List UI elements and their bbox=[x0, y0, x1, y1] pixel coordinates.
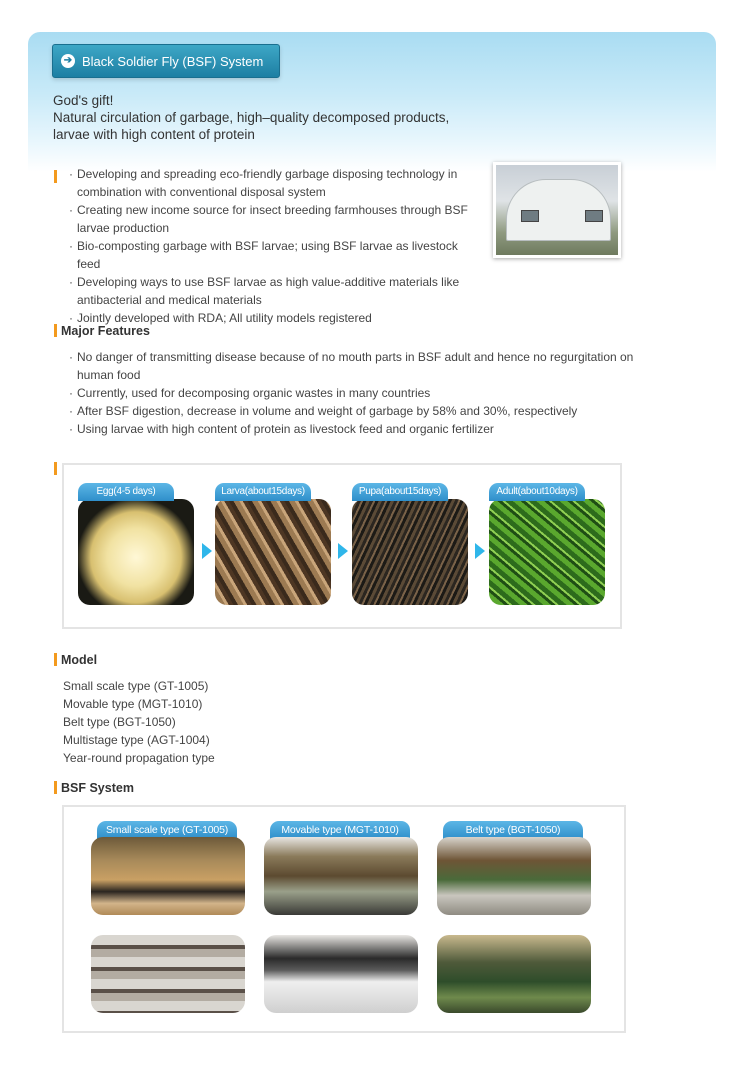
arrow-right-icon bbox=[475, 543, 485, 559]
life-cycle-panel bbox=[62, 463, 622, 629]
list-item: Movable type (MGT-1010) bbox=[63, 697, 203, 711]
features-heading bbox=[54, 324, 150, 338]
list-item: · After BSF digestion, decrease in volume and weight of garbage by 58% and 30%, respectively bbox=[61, 402, 641, 420]
list-item: · Bio-composting garbage with BSF larvae; using BSF larvae as livestock feed bbox=[61, 237, 481, 273]
intro-list bbox=[61, 165, 481, 327]
list-item: Multistage type (AGT-1004) bbox=[63, 733, 210, 747]
stage-larva bbox=[215, 483, 331, 605]
section-marker-icon bbox=[54, 170, 57, 183]
system-year-round bbox=[437, 937, 591, 1013]
system-heading-label: BSF System bbox=[61, 781, 134, 795]
list-item: Small scale type (GT-1005) bbox=[63, 679, 209, 693]
list-item: · Developing ways to use BSF larvae as high value-additive materials like antibacterial and medical materials bbox=[61, 273, 481, 309]
hero-line: larvae with high content of protein bbox=[53, 127, 255, 142]
system-belt bbox=[437, 821, 591, 915]
title-label: Black Soldier Fly (BSF) System bbox=[82, 53, 264, 69]
system-heading bbox=[54, 781, 134, 795]
list-item: · Creating new income source for insect breeding farmhouses through BSF larvae production bbox=[61, 201, 481, 237]
system-movable bbox=[264, 821, 418, 915]
features-list bbox=[61, 348, 641, 438]
hero-subtitle: God's gift! bbox=[53, 93, 114, 108]
movable-photo bbox=[264, 837, 418, 915]
window-shape bbox=[585, 210, 603, 222]
model-list bbox=[63, 677, 215, 767]
list-item: · Jointly developed with RDA; All utility models registered bbox=[61, 309, 481, 327]
stage-label: Adult(about10days) bbox=[489, 483, 585, 501]
arrow-right-icon bbox=[338, 543, 348, 559]
pupa-photo bbox=[352, 499, 468, 605]
larva-photo bbox=[215, 499, 331, 605]
small-scale-photo bbox=[91, 837, 245, 915]
window-shape bbox=[521, 210, 539, 222]
system-stack bbox=[264, 937, 418, 1013]
section-marker-icon bbox=[54, 324, 57, 337]
list-item: · No danger of transmitting disease because of no mouth parts in BSF adult and hence no regurgitation on human food bbox=[61, 348, 641, 384]
adult-photo bbox=[489, 499, 605, 605]
list-item: · Developing and spreading eco-friendly garbage disposing technology in combination with conventional disposal system bbox=[61, 165, 481, 201]
list-item: · Using larvae with high content of protein as livestock feed and organic fertilizer bbox=[61, 420, 641, 438]
belt-photo bbox=[437, 837, 591, 915]
stage-label: Egg(4-5 days) bbox=[78, 483, 174, 501]
hero-text bbox=[53, 92, 449, 143]
list-item: · Currently, used for decomposing organic wastes in many countries bbox=[61, 384, 641, 402]
features-heading-label: Major Features bbox=[61, 324, 150, 338]
arrow-right-icon: ➔ bbox=[61, 54, 75, 68]
stage-egg bbox=[78, 483, 194, 605]
list-item: Year-round propagation type bbox=[63, 751, 215, 765]
egg-photo bbox=[78, 499, 194, 605]
system-label: Movable type (MGT-1010) bbox=[270, 821, 410, 839]
stage-pupa bbox=[352, 483, 468, 605]
list-item: Belt type (BGT-1050) bbox=[63, 715, 176, 729]
year-round-photo bbox=[437, 935, 591, 1013]
stage-adult bbox=[489, 483, 605, 605]
stack-photo bbox=[264, 935, 418, 1013]
title-button[interactable] bbox=[52, 44, 280, 78]
section-marker-icon bbox=[54, 462, 57, 475]
stage-label: Pupa(about15days) bbox=[352, 483, 448, 501]
model-heading bbox=[54, 653, 97, 667]
greenhouse-photo bbox=[493, 162, 621, 258]
arrow-right-icon bbox=[202, 543, 212, 559]
system-label: Belt type (BGT-1050) bbox=[443, 821, 583, 839]
model-heading-label: Model bbox=[61, 653, 98, 667]
system-multistage bbox=[91, 937, 245, 1013]
system-panel bbox=[62, 805, 626, 1033]
section-marker-icon bbox=[54, 781, 57, 794]
stage-label: Larva(about15days) bbox=[215, 483, 311, 501]
system-label: Small scale type (GT-1005) bbox=[97, 821, 237, 839]
system-small-scale bbox=[91, 821, 245, 915]
multistage-photo bbox=[91, 935, 245, 1013]
greenhouse-shape bbox=[506, 179, 611, 241]
section-marker-icon bbox=[54, 653, 57, 666]
hero-line: Natural circulation of garbage, high–quality decomposed products, bbox=[53, 110, 450, 125]
